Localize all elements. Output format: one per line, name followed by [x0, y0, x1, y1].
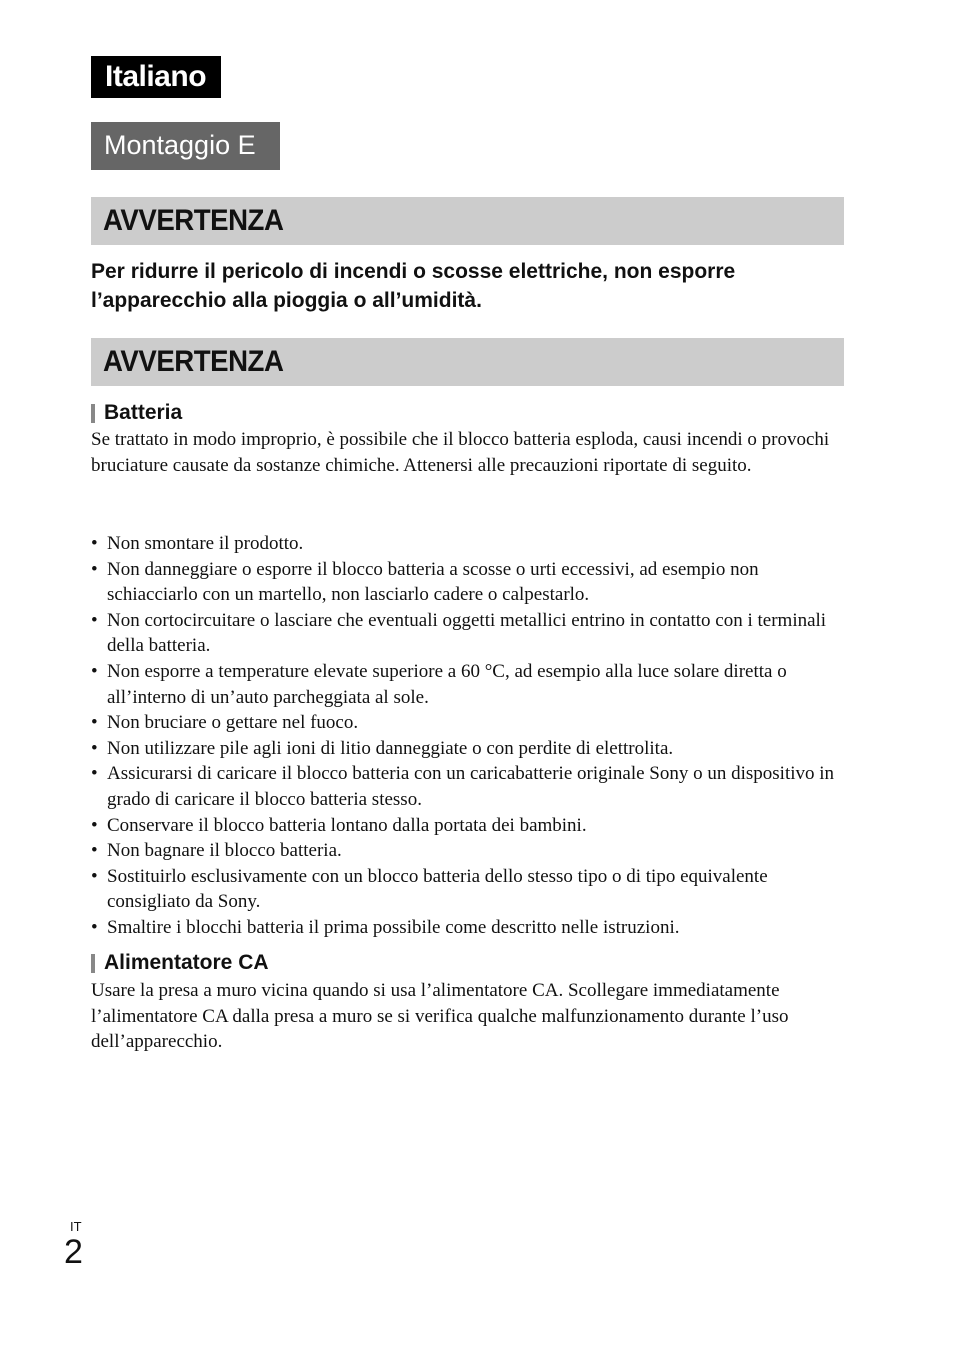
language-tab: Italiano: [91, 56, 221, 98]
list-item: • Non smontare il prodotto.: [91, 531, 846, 557]
bullet-icon: •: [91, 916, 98, 938]
battery-heading: [91, 400, 182, 426]
list-item: • Non bagnare il blocco batteria.: [91, 838, 846, 864]
page-language-code: IT: [70, 1219, 82, 1234]
page-number: 2: [64, 1233, 83, 1271]
warning-text: Per ridurre il pericolo di incendi o scosse elettriche, non esporre l’apparecchio alla pioggia o all’umidità.: [91, 260, 736, 312]
section-marker-icon: [91, 954, 95, 973]
list-item: • Non utilizzare pile agli ioni di litio danneggiate o con perdite di elettrolita.: [91, 736, 846, 762]
bullet-icon: •: [91, 609, 98, 631]
bullet-icon: •: [91, 737, 98, 759]
list-item: • Smaltire i blocchi batteria il prima possibile come descritto nelle istruzioni.: [91, 915, 846, 941]
ac-adapter-heading-label: Alimentatore CA: [104, 951, 269, 974]
bullet-icon: •: [91, 865, 98, 887]
bullet-icon: •: [91, 763, 98, 785]
bullet-icon: •: [91, 840, 98, 862]
list-item: • Non cortocircuitare o lasciare che eventuali oggetti metallici entrino in contatto con i terminali della batteria.: [91, 609, 827, 657]
ac-adapter-heading: [91, 950, 269, 976]
list-item: • Non bruciare o gettare nel fuoco.: [91, 710, 846, 736]
ac-adapter-text: Usare la presa a muro vicina quando si usa l’alimentatore CA. Scollegare immediatamente l’alimentatore CA dalla presa a muro se si verifica qualche malfunzionamento durante l’uso dell’apparecchio.: [91, 980, 789, 1053]
mount-tab: Montaggio E: [91, 122, 280, 170]
bullet-icon: •: [91, 533, 98, 554]
battery-precautions-list: [91, 531, 846, 941]
list-item: • Sostituirlo esclusivamente con un blocco batteria dello stesso tipo o di tipo equivalente consigliato da Sony.: [91, 865, 768, 913]
bullet-icon: •: [91, 814, 98, 836]
warning-heading-1-label: AVVERTENZA: [103, 204, 284, 237]
section-marker-icon: [91, 404, 95, 423]
warning-heading-2-label: AVVERTENZA: [103, 345, 284, 378]
bullet-icon: •: [91, 712, 98, 734]
battery-intro: Se trattato in modo improprio, è possibile che il blocco batteria esploda, causi incendi o provochi bruciature causate da sostanze chimiche. Attenersi alle precauzioni riportate di seguito.: [91, 429, 830, 476]
bullet-icon: •: [91, 558, 98, 580]
list-item: • Conservare il blocco batteria lontano dalla portata dei bambini.: [91, 813, 846, 839]
bullet-icon: •: [91, 660, 98, 682]
battery-heading-label: Batteria: [104, 401, 183, 424]
warning-heading-1: [91, 197, 844, 245]
list-item: • Assicurarsi di caricare il blocco batteria con un caricabatterie originale Sony o un dispositivo in grado di caricare il blocco batteria stesso.: [91, 763, 835, 810]
list-item: • Non esporre a temperature elevate superiore a 60 °C, ad esempio alla luce solare diretta o all’interno di un’auto parcheggiata al sole.: [91, 660, 787, 708]
warning-heading-2: [91, 338, 844, 386]
list-item: • Non danneggiare o esporre il blocco batteria a scosse o urti eccessivi, ad esempio non schiacciarlo con un martello, non lasciarlo cadere o calpestarlo.: [91, 558, 759, 606]
